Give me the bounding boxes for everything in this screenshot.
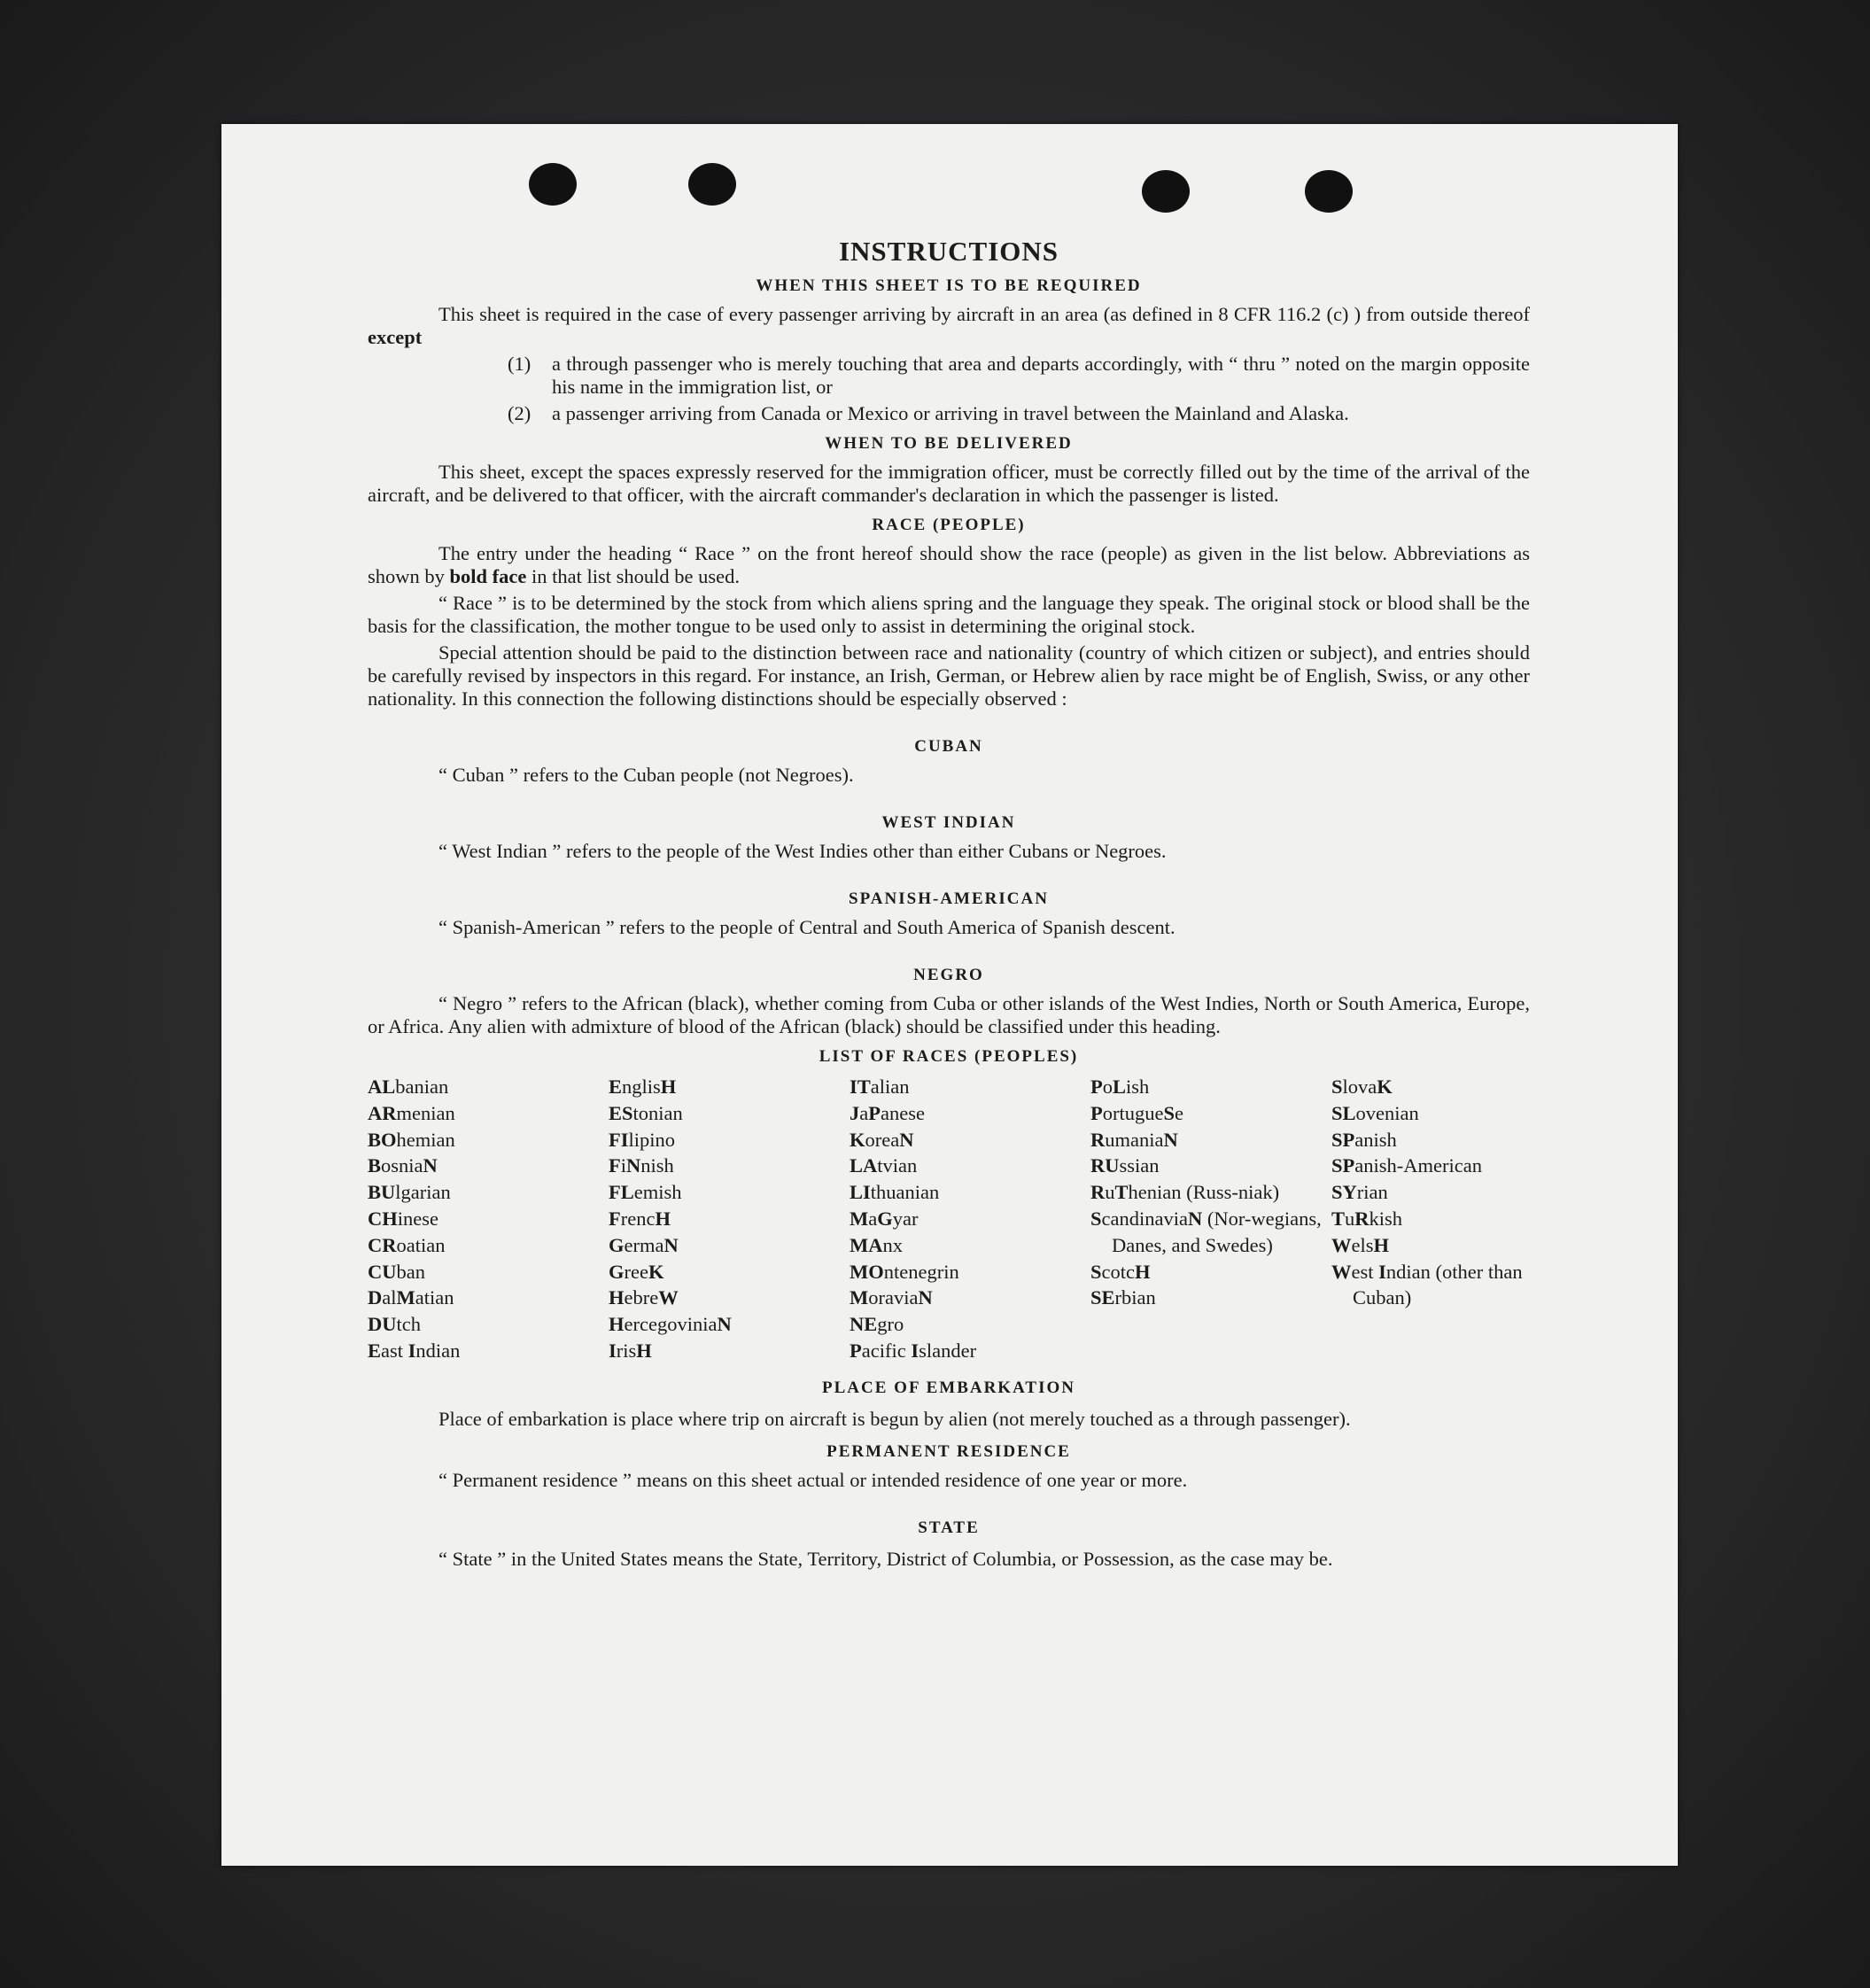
race-entry — [850, 1179, 1090, 1206]
race-entry — [609, 1100, 850, 1127]
race-text: e — [1175, 1101, 1183, 1124]
race-text: ortugue — [1102, 1101, 1164, 1124]
race-abbrev: ES — [609, 1101, 633, 1124]
race-abbrev: E — [609, 1076, 623, 1098]
race-abbrev: S — [1090, 1260, 1102, 1283]
race-column — [368, 1074, 609, 1364]
race-abbrev: SE — [1090, 1286, 1115, 1309]
race-abbrev: D — [368, 1286, 383, 1309]
race-text: ercegovinia — [624, 1313, 718, 1336]
race-text: nish — [640, 1154, 674, 1177]
race-entry — [850, 1259, 1090, 1285]
race-abbrev: J — [850, 1101, 860, 1124]
race-entry — [1331, 1206, 1572, 1232]
race-abbrev: N — [663, 1233, 679, 1256]
race-text: yar — [892, 1207, 919, 1230]
race-entry — [368, 1153, 609, 1179]
delivered-text: This sheet, except the spaces expressly reserved for the immigration officer, must be correctly filled out by the time of the arrival of the aircraft, and be delivered to that officer, with the aircraft commander's declaration in which the passenger is listed. — [368, 461, 1530, 506]
race-abbrev: R — [1354, 1207, 1370, 1230]
section-heading-residence: PERMANENT RESIDENCE — [826, 1441, 1071, 1461]
race-entry — [368, 1179, 609, 1206]
race-text: hemian — [396, 1128, 455, 1151]
item-text: a through passenger who is merely touching that area and departs accordingly, with “ thru ” noted on the margin opposite his name in the immigration list, or — [552, 353, 1530, 398]
race-text: ntenegrin — [883, 1260, 959, 1283]
section-heading-cuban: CUBAN — [914, 737, 983, 756]
race-abbrev: W — [1331, 1260, 1352, 1283]
race-entry — [850, 1311, 1090, 1338]
race-abbrev: H — [636, 1339, 652, 1362]
race-text: ssian — [1119, 1154, 1160, 1177]
race-abbrev: I — [407, 1339, 416, 1362]
race-text: ebre — [624, 1286, 659, 1309]
race-entry — [609, 1179, 850, 1206]
race-abbrev: S — [1331, 1076, 1343, 1098]
punch-hole — [688, 163, 736, 206]
race-entry — [1331, 1100, 1572, 1127]
race-abbrev: H — [1373, 1233, 1390, 1256]
race-entry — [609, 1232, 850, 1259]
race-text: emish — [633, 1181, 682, 1204]
race-abbrev: SL — [1331, 1101, 1356, 1124]
race-text: kish — [1369, 1207, 1403, 1230]
section-heading-race: RACE (PEOPLE) — [872, 516, 1026, 534]
race-paragraph-1 — [368, 542, 1530, 588]
race-entry — [1331, 1153, 1572, 1179]
race-text: ish — [1126, 1076, 1150, 1098]
punch-hole — [529, 163, 577, 206]
race-entry — [850, 1153, 1090, 1179]
race-entry — [1090, 1153, 1331, 1179]
race-entry — [1090, 1074, 1331, 1100]
race-text: nglis — [622, 1076, 661, 1098]
race-text: i — [620, 1154, 627, 1177]
race-abbrev: IT — [850, 1076, 871, 1098]
race-abbrev: SY — [1331, 1181, 1357, 1204]
race-abbrev: I — [1378, 1260, 1386, 1283]
race-text: acific — [861, 1339, 912, 1362]
race-abbrev: FL — [609, 1181, 634, 1204]
race-text: oatian — [396, 1233, 446, 1256]
item-number: (2) — [508, 402, 532, 424]
race-entry — [1090, 1127, 1331, 1153]
race-text: lipino — [628, 1128, 676, 1151]
race-text: anish-American — [1354, 1154, 1482, 1177]
embarkation-text: Place of embarkation is place where trip on aircraft is begun by alien (not merely touched as a through passenger). — [438, 1407, 1351, 1430]
race-text: gro — [877, 1313, 904, 1336]
race-text: oravia — [868, 1286, 919, 1309]
race-abbrev: N — [1187, 1207, 1203, 1230]
race-entry — [368, 1311, 609, 1338]
race-text: u — [1345, 1207, 1355, 1230]
west-indian-text: “ West Indian ” refers to the people of the West Indies other than either Cubans or Negroes. — [438, 840, 1167, 862]
race-text: tvian — [877, 1154, 918, 1177]
race-entry — [609, 1259, 850, 1285]
race-abbrev: CH — [368, 1207, 398, 1230]
section-heading-west-indian: WEST INDIAN — [881, 813, 1016, 832]
cuban-text: “ Cuban ” refers to the Cuban people (not Negroes). — [438, 764, 854, 786]
punch-hole — [1305, 170, 1353, 213]
race-column — [1090, 1074, 1331, 1364]
race-abbrev: S — [1163, 1101, 1175, 1124]
race-abbrev: B — [368, 1154, 382, 1177]
race-entry — [368, 1127, 609, 1153]
race-entry — [609, 1127, 850, 1153]
race-text: ree — [624, 1260, 648, 1283]
race-entry — [1331, 1179, 1572, 1206]
race-abbrev: S — [1090, 1207, 1102, 1230]
race-abbrev: W — [658, 1286, 679, 1309]
race-abbrev: F — [609, 1154, 621, 1177]
race-p1-text-end: in that list should be used. — [532, 565, 741, 587]
race-abbrev: MO — [850, 1260, 884, 1283]
race-text: orea — [865, 1128, 900, 1151]
race-abbrev: M — [850, 1286, 869, 1309]
race-text: tonian — [632, 1101, 683, 1124]
race-abbrev: P — [868, 1101, 881, 1124]
race-text: thuanian — [870, 1181, 940, 1204]
race-entry — [1090, 1100, 1331, 1127]
race-abbrev: H — [1135, 1260, 1151, 1283]
race-abbrev: AR — [368, 1101, 397, 1124]
race-text: els — [1351, 1233, 1374, 1256]
race-entry — [368, 1206, 609, 1232]
race-text: ndian (other than Cuban) — [1353, 1260, 1523, 1309]
race-entry — [850, 1338, 1090, 1364]
race-text: atian — [415, 1286, 454, 1309]
required-intro-text: This sheet is required in the case of every passenger arriving by aircraft in an area (as defined in 8 CFR 116.2 (c) ) from outside thereof — [438, 303, 1530, 325]
race-entry — [368, 1232, 609, 1259]
race-abbrev: RU — [1090, 1154, 1120, 1177]
race-abbrev: N — [918, 1286, 933, 1309]
spanish-american-text: “ Spanish-American ” refers to the people of Central and South America of Spanish descent. — [438, 916, 1176, 938]
race-text: erma — [624, 1233, 664, 1256]
race-abbrev: N — [423, 1154, 438, 1177]
race-text: o — [1102, 1076, 1113, 1098]
race-abbrev: CR — [368, 1233, 397, 1256]
race-abbrev: H — [609, 1286, 625, 1309]
race-abbrev: N — [1163, 1128, 1178, 1151]
race-text: u — [1105, 1181, 1115, 1204]
race-text: anish — [1354, 1128, 1397, 1151]
race-abbrev: DU — [368, 1313, 397, 1336]
race-entry — [1090, 1285, 1331, 1311]
race-abbrev: N — [626, 1154, 641, 1177]
race-abbrev: L — [1113, 1076, 1127, 1098]
section-heading-delivered: WHEN TO BE DELIVERED — [825, 434, 1073, 453]
race-text: ris — [616, 1339, 637, 1362]
race-abbrev: H — [609, 1313, 625, 1336]
section-heading-required: WHEN THIS SHEET IS TO BE REQUIRED — [756, 276, 1142, 295]
race-entry — [609, 1206, 850, 1232]
item-number: (1) — [508, 353, 532, 375]
race-abbrev: P — [1090, 1076, 1103, 1098]
race-abbrev: LA — [850, 1154, 878, 1177]
race-entry — [609, 1338, 850, 1364]
required-item-2 — [508, 402, 1530, 425]
race-abbrev: G — [877, 1207, 893, 1230]
race-abbrev: K — [1377, 1076, 1393, 1098]
race-entry — [1090, 1179, 1331, 1206]
race-text: tch — [396, 1313, 421, 1336]
race-text: lgarian — [395, 1181, 451, 1204]
race-paragraph-3: Special attention should be paid to the distinction between race and nationality (country of which citizen or subject), and entries should be carefully revised by inspectors in this regard. For instance, an Irish, German, or Hebrew alien by race might be of English, Swiss, or any other nationality. In this connection the following distinctions should be especially observed : — [368, 641, 1530, 710]
race-entry — [609, 1285, 850, 1311]
race-text: a — [859, 1101, 869, 1124]
race-abbrev: AL — [368, 1076, 396, 1098]
punch-hole — [1142, 170, 1190, 213]
race-text: osnia — [381, 1154, 423, 1177]
race-text: renc — [620, 1207, 656, 1230]
race-abbrev: H — [660, 1076, 677, 1098]
race-abbrev: K — [850, 1128, 865, 1151]
state-text: “ State ” in the United States means the State, Territory, District of Columbia, or Possession, as the case may be. — [438, 1547, 1333, 1570]
race-abbrev: SP — [1331, 1154, 1355, 1177]
race-abbrev: H — [655, 1207, 671, 1230]
race-abbrev: N — [717, 1313, 732, 1336]
race-abbrev: P — [850, 1339, 862, 1362]
race-abbrev: R — [1090, 1181, 1106, 1204]
race-text: rbian — [1114, 1286, 1156, 1309]
race-entry — [850, 1074, 1090, 1100]
race-entry — [1090, 1206, 1331, 1259]
race-text: rian — [1356, 1181, 1388, 1204]
race-text: lova — [1342, 1076, 1377, 1098]
race-abbrev: F — [609, 1207, 621, 1230]
race-abbrev: M — [850, 1207, 869, 1230]
race-entry — [850, 1232, 1090, 1259]
race-abbrev: E — [368, 1339, 382, 1362]
race-abbrev: N — [899, 1128, 914, 1151]
race-abbrev: MA — [850, 1233, 883, 1256]
race-abbrev: NE — [850, 1313, 878, 1336]
required-intro-except: except — [368, 326, 423, 348]
instruction-sheet — [221, 124, 1678, 1866]
race-abbrev: G — [609, 1233, 625, 1256]
race-p1-bold: bold face — [449, 565, 527, 587]
race-paragraph-2: “ Race ” is to be determined by the stock from which aliens spring and the language they speak. The original stock or blood shall be the basis for the classification, the mother tongue to be used only to assist in determining the original stock. — [368, 592, 1530, 637]
race-entry — [850, 1127, 1090, 1153]
race-text: inese — [397, 1207, 438, 1230]
page-title: INSTRUCTIONS — [838, 236, 1059, 267]
race-column — [850, 1074, 1090, 1364]
race-abbrev: BO — [368, 1128, 397, 1151]
race-entry — [368, 1285, 609, 1311]
race-text: alian — [870, 1076, 910, 1098]
race-abbrev: LI — [850, 1181, 871, 1204]
races-list — [368, 1074, 1530, 1364]
section-heading-list: LIST OF RACES (PEOPLES) — [819, 1047, 1079, 1066]
race-entry — [1331, 1232, 1572, 1259]
race-column — [1331, 1074, 1572, 1364]
section-heading-embarkation: PLACE OF EMBARKATION — [822, 1378, 1075, 1397]
race-entry — [368, 1100, 609, 1127]
residence-text: “ Permanent residence ” means on this sheet actual or intended residence of one year or more. — [438, 1468, 1188, 1491]
race-entry — [368, 1338, 609, 1364]
race-text: anese — [881, 1101, 925, 1124]
race-text: henian (Russ-niak) — [1128, 1181, 1280, 1204]
race-text: ndian — [415, 1339, 461, 1362]
race-text: ban — [396, 1260, 425, 1283]
race-entry — [850, 1285, 1090, 1311]
section-heading-spanish-american: SPANISH-AMERICAN — [849, 889, 1049, 908]
section-heading-negro: NEGRO — [913, 966, 984, 984]
race-entry — [1331, 1074, 1572, 1100]
race-text: a — [868, 1207, 878, 1230]
race-abbrev: M — [396, 1286, 415, 1309]
required-intro — [368, 303, 1530, 349]
negro-text: “ Negro ” refers to the African (black), whether coming from Cuba or other islands of the West Indies, North or South America, Europe, or Africa. Any alien with admixture of blood of the African (black) should be classified under this heading. — [368, 992, 1530, 1037]
race-abbrev: G — [609, 1260, 625, 1283]
race-entry — [609, 1153, 850, 1179]
race-entry — [1331, 1127, 1572, 1153]
race-abbrev: BU — [368, 1181, 396, 1204]
race-p1-text: The entry under the heading “ Race ” on the front hereof should show the race (people) as given in the list below. Abbreviations as shown by — [368, 542, 1530, 587]
race-entry — [609, 1074, 850, 1100]
race-abbrev: T — [1331, 1207, 1346, 1230]
race-abbrev: I — [911, 1339, 919, 1362]
race-abbrev: T — [1114, 1181, 1129, 1204]
race-entry — [850, 1100, 1090, 1127]
race-abbrev: P — [1090, 1101, 1103, 1124]
race-entry — [1331, 1259, 1572, 1312]
race-text: slander — [919, 1339, 977, 1362]
race-abbrev: CU — [368, 1260, 397, 1283]
race-text: nx — [882, 1233, 903, 1256]
sheet-content — [368, 236, 1530, 1573]
race-abbrev: K — [648, 1260, 664, 1283]
race-text: menian — [396, 1101, 455, 1124]
item-text: a passenger arriving from Canada or Mexico or arriving in travel between the Mainland and Alaska. — [552, 402, 1349, 424]
race-entry — [368, 1074, 609, 1100]
race-text: banian — [395, 1076, 449, 1098]
race-abbrev: R — [1090, 1128, 1106, 1151]
race-abbrev: SP — [1331, 1128, 1355, 1151]
race-text: umania — [1105, 1128, 1164, 1151]
race-abbrev: FI — [609, 1128, 629, 1151]
race-text: est — [1351, 1260, 1379, 1283]
race-entry — [609, 1311, 850, 1338]
race-text: (Nor-wegians, Danes, and Swedes) — [1112, 1207, 1322, 1256]
race-column — [609, 1074, 850, 1364]
race-text: ast — [381, 1339, 408, 1362]
race-text: cotc — [1101, 1260, 1135, 1283]
race-text: al — [382, 1286, 397, 1309]
race-entry — [1090, 1259, 1331, 1285]
race-text: ovenian — [1355, 1101, 1419, 1124]
race-abbrev: W — [1331, 1233, 1352, 1256]
race-entry — [368, 1259, 609, 1285]
race-text: candinavia — [1101, 1207, 1188, 1230]
race-entry — [850, 1206, 1090, 1232]
section-heading-state: STATE — [918, 1518, 980, 1537]
race-abbrev: I — [609, 1339, 617, 1362]
required-item-1 — [508, 353, 1530, 399]
